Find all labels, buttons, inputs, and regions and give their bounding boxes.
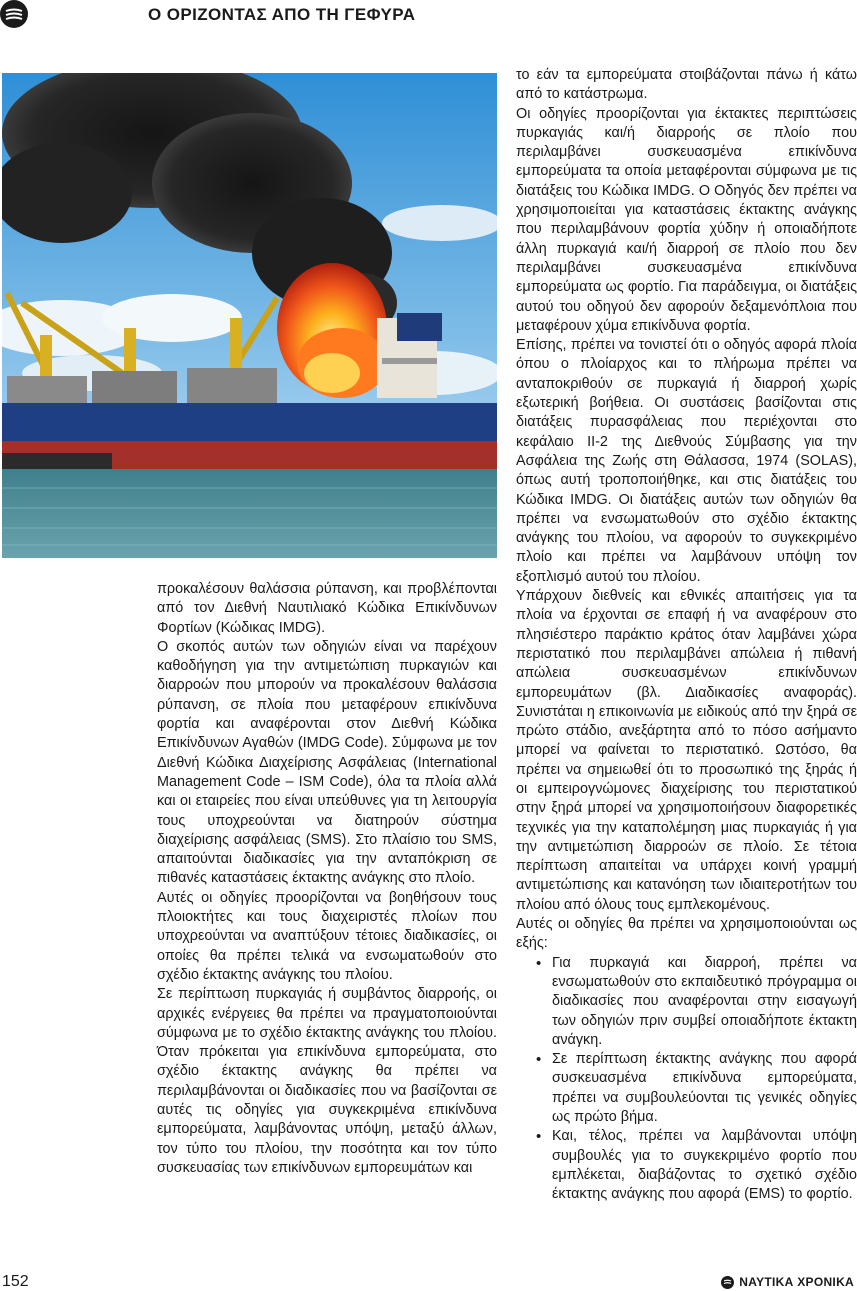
section-title: Ο ΟΡΙΖΟΝΤΑΣ ΑΠΟ ΤΗ ΓΕΦΥΡΑ: [148, 5, 416, 24]
brand-name: ΝΑΥΤΙΚΑ ΧΡΟΝΙΚΑ: [739, 1275, 854, 1289]
cargo-ship-fire-photo: [2, 73, 497, 558]
bullet-item: • Και, τέλος, πρέπει να λαμβάνονται υπόψη συμβουλές για το συγκεκριμένο φορτίο που εμπλέκεται, διαβάζοντας το σχετικό σχέδιο έκτακτης ανάγκης που αφορά (EMS) το φορτίο.: [552, 1127, 857, 1204]
article-column-right: [516, 66, 857, 1205]
bullet-item: • Σε περίπτωση έκτακτης ανάγκης που αφορά συσκευασμένα επικίνδυνα εμπορεύματα, πρέπει να συμβουλεύονται τις γενικές οδηγίες ως πρώτο βήμα.: [552, 1050, 857, 1127]
paragraph: προκαλέσουν θαλάσσια ρύπανση, και προβλέπονται από τον Διεθνή Ναυτιλιακό Κώδικα Επικίνδυνων Φορτίων (Κώδικας IMDG).: [157, 581, 497, 636]
magazine-logo-icon: [0, 0, 28, 28]
bullet-list: [516, 954, 857, 1205]
paragraph: το εάν τα εμπορεύματα στοιβάζονται πάνω ή κάτω από το κατάστρωμα.: [516, 67, 857, 103]
bullet-item: • Για πυρκαγιά και διαρροή, πρέπει να ενσωματωθούν στο εκπαιδευτικό πρόγραμμα οι διαδικασίες που αναφέρονται στην εισαγωγή των οδηγιών πριν συμβεί οποιαδήποτε έκτακτη ανάγκη.: [552, 954, 857, 1050]
footer-brand: [721, 1275, 854, 1289]
paragraph: Αυτές οι οδηγίες προορίζονται να βοηθήσουν τους πλοιοκτήτες και τους διαχειριστές πλοίων που υποχρεούνται να αναπτύξουν τέτοιες διαδικασίες, οι οποίες θα πρέπει τελικά να ενσωματωθούν στο σχέδιο έκτακτης ανάγκης του πλοίου.: [157, 889, 497, 983]
paragraph: Υπάρχουν διεθνείς και εθνικές απαιτήσεις για τα πλοία να έρχονται σε επαφή ή να αναφέρουν στο πλησιέστερο παράκτιο κράτος όταν λαμβάνει χώρα περιστατικό που περιλαμβάνει απώλεια ή πιθανή απώλεια συσκευασμένων επικίνδυνων εμπορευμάτων (βλ. Διαδικασίες αναφοράς). Συνιστάται η επικοινωνία με ειδικούς από την ξηρά σε πρώτο στάδιο, ανεξάρτητα από το πόσο ασήμαντο μπορεί να φαίνεται το περιστατικό. Ωστόσο, θα πρέπει να σημειωθεί ότι το προσωπικό της ξηράς ή οι εμπειρογνώμονες διαχείρισης του περιστατικού στην ξηρά μπορεί να χρησιμοποιήσουν διαφορετικές τεχνικές για την καταπολέμηση μιας πυρκαγιάς ή για την αντιμετώπιση διαρροών σε πλοίο. Σε τέτοια περίπτωση απαιτείται να υπάρχει κοινή γραμμή αντιμετώπισης και κατανόηση των ιδιαιτεροτήτων του πλοίου από όλους τους εμπλεκομένους.: [516, 588, 857, 913]
paragraph: Οι οδηγίες προορίζονται για έκτακτες περιπτώσεις πυρκαγιάς και/ή διαρροής σε πλοίο που περιλαμβάνει συσκευασμένα επικίνδυνα εμπορεύματα τα οποία μεταφέρονται σύμφωνα με τις διατάξεις του Κώδικα IMDG. Ο Οδηγός δεν πρέπει να χρησιμοποιείται για καταστάσεις έκτακτης ανάγκης που περιλαμβάνουν φορτία χύδην ή οποιαδήποτε άλλη πυρκαγιά και/ή διαρροή σε πλοίο που δεν περιλαμβάνει συσκευασμένα επικίνδυνα εμπορεύματα ως φορτίο. Για παράδειγμα, οι διατάξεις αυτού του οδηγού δεν αφορούν δεξαμενόπλοια που μεταφέρουν χύμα επικίνδυνα φορτία.: [516, 105, 857, 334]
brand-logo-icon: [721, 1276, 734, 1289]
paragraph: Ο σκοπός αυτών των οδηγιών είναι να παρέχουν καθοδήγηση για την αντιμετώπιση πυρκαγιών και διαρροών που μπορούν να προκαλέσουν θαλάσσια ρύπανση, σε πλοία που μεταφέρουν επικίνδυνα φορτία και αναφέρονται στον Διεθνή Κώδικα Επικίνδυνων Αγαθών (IMDG Code). Σύμφωνα με τον Διεθνή Κώδικα Διαχείρισης Ασφάλειας (International Management Code – ISM Code), όλα τα πλοία αλλά και οι εταιρείες που είναι υπεύθυνες για τη λειτουργία τους υποχρεούνται να διατηρούν σύστημα διαχείρισης ασφάλειας (SMS). Στο πλαίσιο του SMS, απαιτούνται διαδικασίες για την ανταπόκριση σε πιθανές καταστάσεις έκτακτης ανάγκης στο πλοίο.: [157, 638, 497, 887]
paragraph: Σε περίπτωση πυρκαγιάς ή συμβάντος διαρροής, οι αρχικές ενέργειες θα πρέπει να πραγματοποιούνται σύμφωνα με το σχέδιο έκτακτης ανάγκης του πλοίου. Όταν πρόκειται για επικίνδυνα εμπορεύματα, στο σχέδιο έκτακτης ανάγκης θα πρέπει να περιλαμβάνονται οι διαδικασίες που να βασίζονται σε αυτές τις οδηγίες για συγκεκριμένα επικίνδυνα εμπορεύματα, λαμβάνοντας υπόψη, μεταξύ άλλων, τον τύπο του πλοίου, την ποσότητα και τον τύπο συσκευασίας των επικίνδυνων εμπορευμάτων και: [157, 986, 497, 1176]
paragraph: Αυτές οι οδηγίες θα πρέπει να χρησιμοποιούνται ως εξής:: [516, 916, 857, 952]
page-number: 152: [2, 1273, 29, 1290]
paragraph: Επίσης, πρέπει να τονιστεί ότι ο οδηγός αφορά πλοία όπου ο πλοίαρχος και το πλήρωμα πρέπει να ανταποκριθούν σε πυρκαγιά ή διαρροή χωρίς εξωτερική βοήθεια. Οι συστάσεις βασίζονται στις διατάξεις πυρασφάλειας που περιέχονται στο κεφάλαιο II-2 της Διεθνούς Σύμβασης για την Ασφάλεια της Ζωής στη Θάλασσα, 1974 (SOLAS), όπως αυτή τροποποιήθηκε, και στις διατάξεις του Κώδικα IMDG. Οι διατάξεις αυτών των οδηγιών θα πρέπει να ενσωματωθούν στο σχέδιο έκτακτης ανάγκης του πλοίου, να αφορούν το συγκεκριμένο πλοίο και πρέπει να λαμβάνουν υπόψη τον εξοπλισμό αυτού του πλοίου.: [516, 337, 857, 585]
article-column-left: [157, 580, 497, 1178]
